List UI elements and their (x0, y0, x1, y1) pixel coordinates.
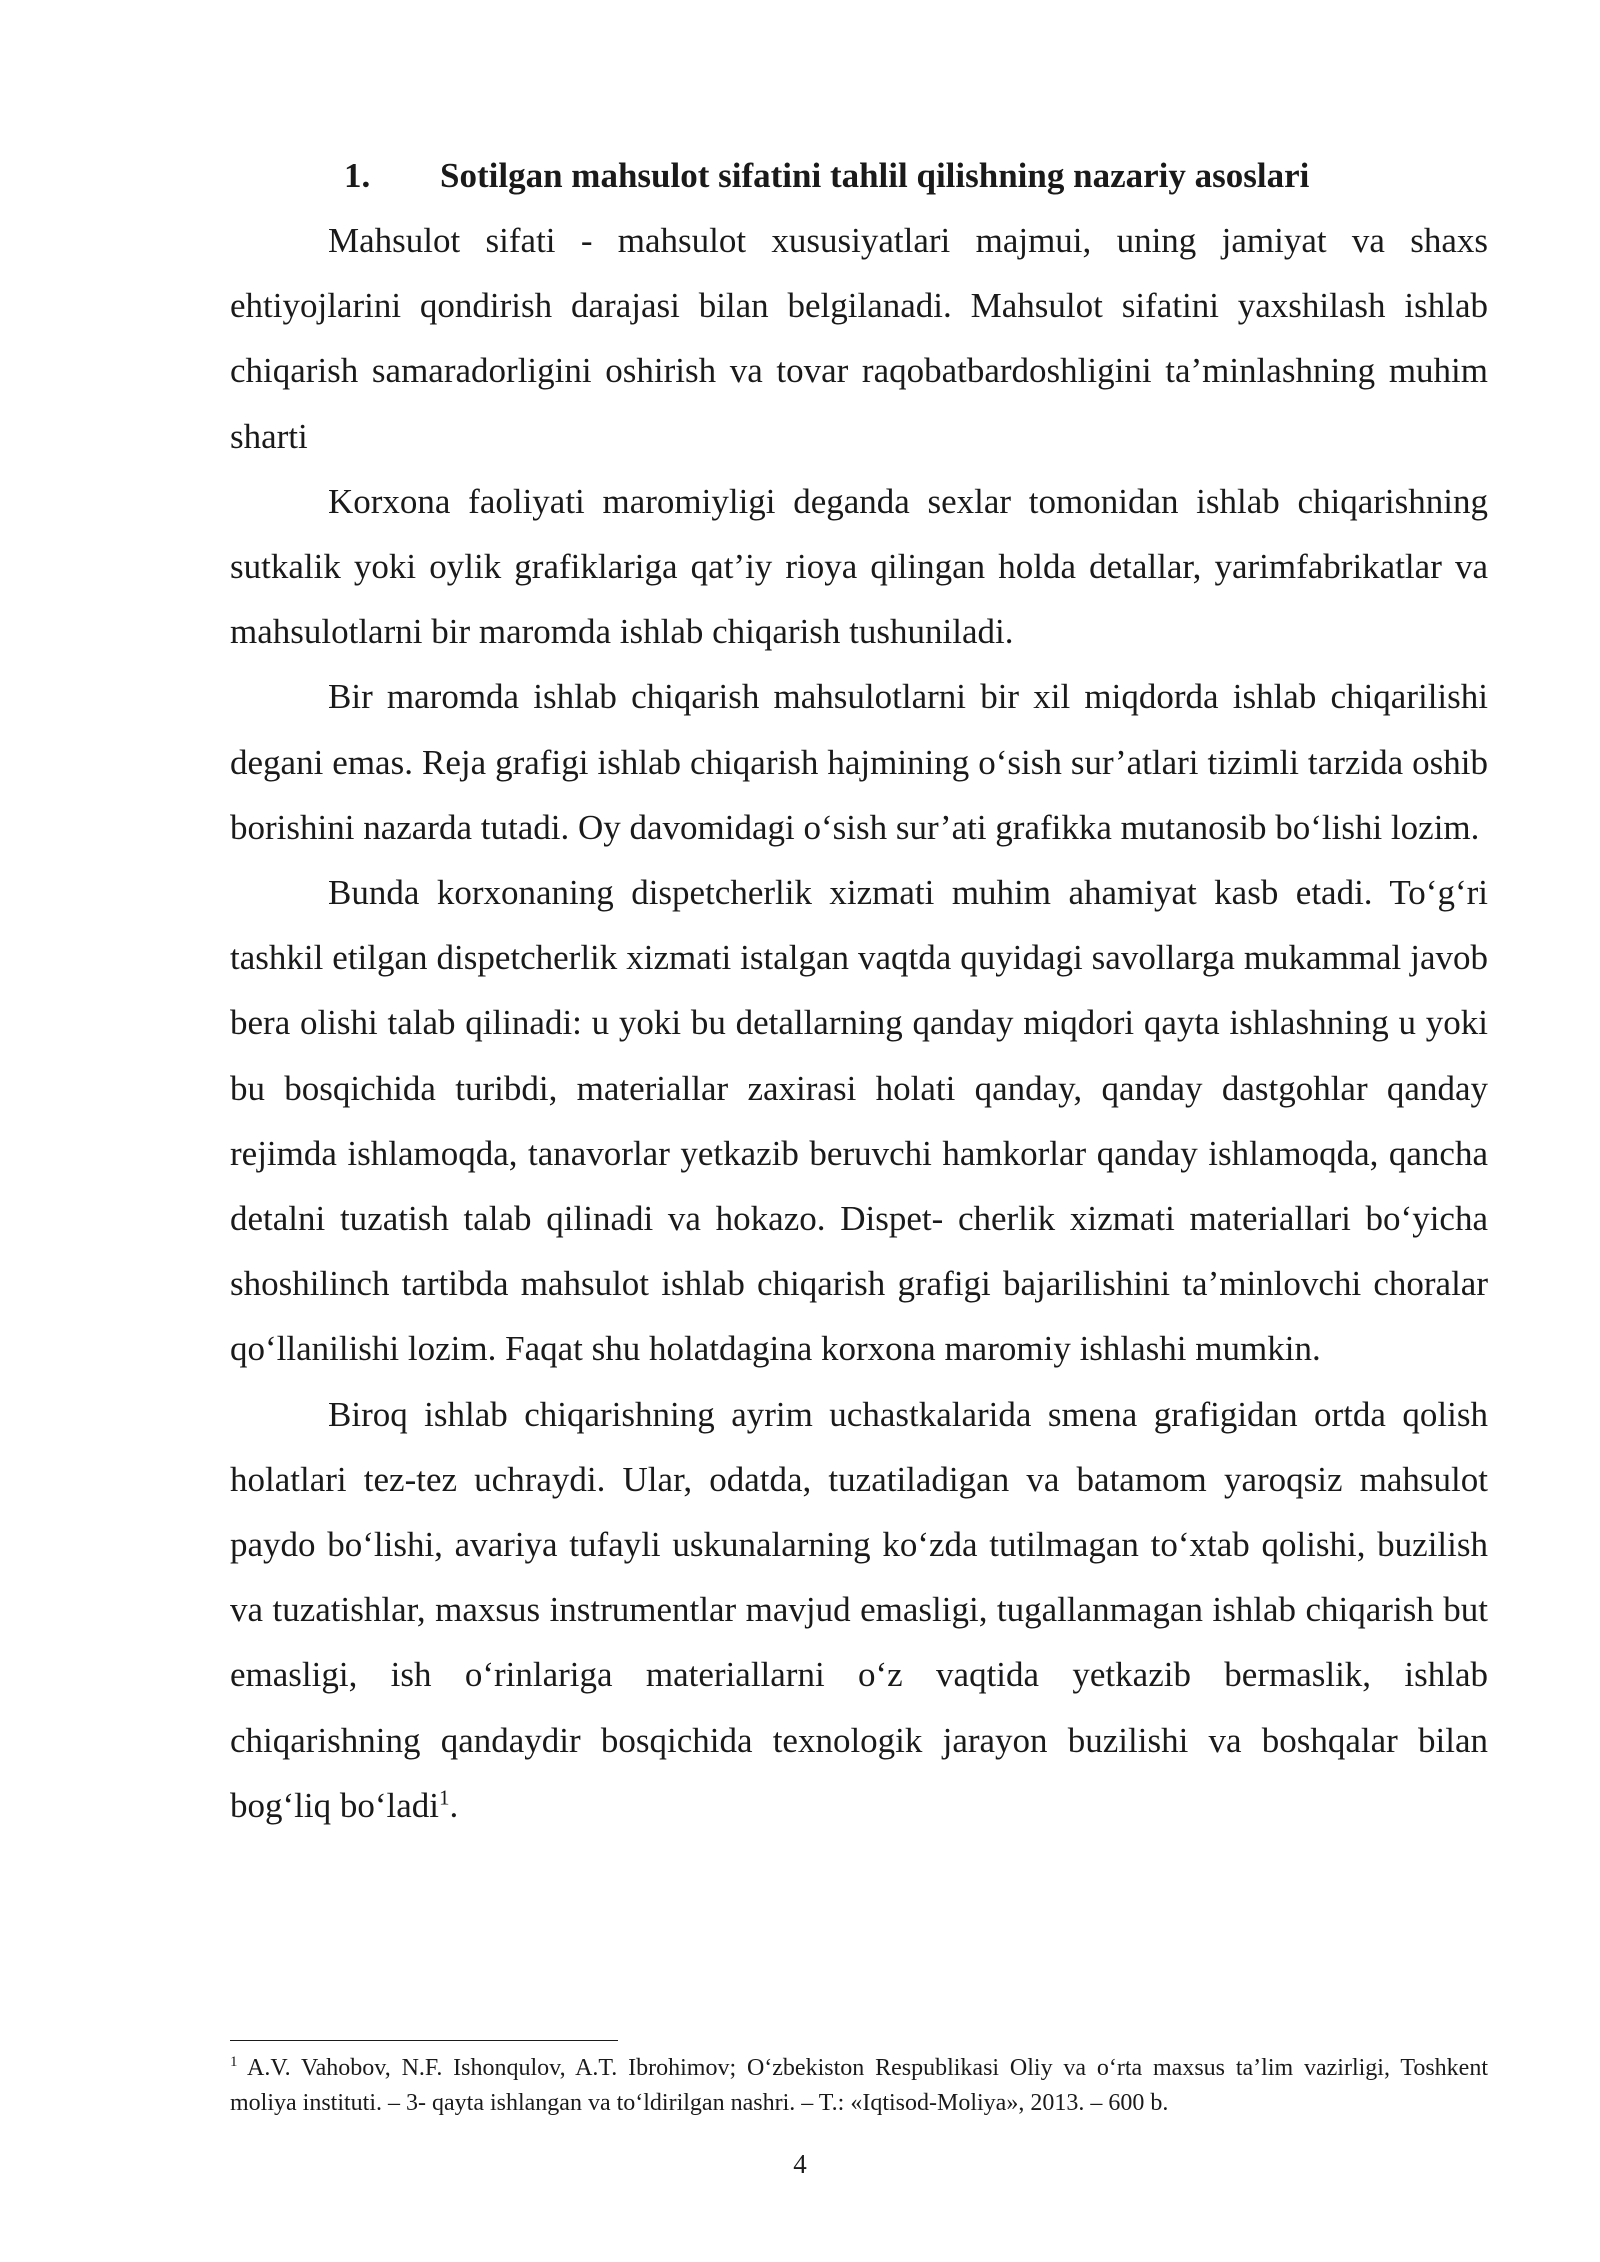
paragraph-3: Bir maromda ishlab chiqarish mahsulotlarni bir xil miqdorda ishlab chiqarilishi degani emas. Reja grafigi ishlab chiqarish hajmining o‘sish sur’atlari tizimli tarzida oshib borishini nazarda tutadi. Oy davomidagi o‘sish sur’ati grafikka mutanosib bo‘lishi lozim. (230, 677, 1488, 847)
footnote (230, 2051, 1488, 2121)
paragraph-5-end: . (449, 1785, 459, 1825)
paragraph-2: Korxona faoliyati maromiyligi deganda sexlar tomonidan ishlab chiqarishning sutkalik yoki oylik grafiklariga qat’iy rioya qilingan holda detallar, yarimfabrikatlar va mahsulotlarni bir maromda ishlab chiqarish tushuniladi. (230, 481, 1488, 652)
paragraph-1: Mahsulot sifati - mahsulot xususiyatlari majmui, uning jamiyat va shaxs ehtiyojlarini qondirish darajasi bilan belgilanadi. Mahsulot sifatini yaxshilash ishlab chiqarish samaradorligini oshirish va tovar raqobatbardoshligini ta’minlashning muhim sharti (230, 221, 1488, 456)
footnote-text: A.V. Vahobov, N.F. Ishonqulov, A.T. Ibrohimov; O‘zbekiston Respublikasi Oliy va o‘rta maxsus ta’lim vazirligi, Toshkent moliya instituti. – 3- qayta ishlangan va to‘ldirilgan nashri. – T.: «Iqtisod-Moliya», 2013. – 600 b. (230, 2055, 1488, 2116)
paragraph-5-text: Biroq ishlab chiqarishning ayrim uchastkalarida smena grafigidan ortda qolish holatlari tez-tez uchraydi. Ular, odatda, tuzatiladigan va batamom yaroqsiz mahsulot paydo bo‘lishi, avariya tufayli uskunalarning ko‘zda tutilmagan to‘xtab qolishi, buzilish va tuzatishlar, maxsus instrumentlar mavjud emasligi, tugallanmagan ishlab chiqarish but emasligi, ish o‘rinlariga materiallarni o‘z vaqtida yetkazib bermaslik, ishlab chiqarishning qandaydir bosqichida texnologik jarayon buzilishi va boshqalar bilan bog‘liq bo‘ladi (230, 1394, 1488, 1825)
paragraph-5 (230, 1382, 1488, 1838)
section-heading (230, 150, 1488, 202)
footnote-mark: 1 (230, 2054, 238, 2070)
paragraph-4: Bunda korxonaning dispetcherlik xizmati muhim ahamiyat kasb etadi. To‘g‘ri tashkil etilgan dispetcherlik xizmati istalgan vaqtda quyidagi savollarga mukammal javob bera olishi talab qilinadi: u yoki bu detallarning qanday miqdori qayta ishlashning u yoki bu bosqichida turibdi, materiallar zaxirasi holati qanday, qanday dastgohlar qanday rejimda ishlamoqda, tanavorlar yetkazib beruvchi hamkorlar qanday ishlamoqda, qancha detalni tuzatish talab qilinadi va hokazo. Dispet- cherlik xizmati materiallari bo‘yicha shoshilinch tartibda mahsulot ishlab chiqarish grafigi bajarilishini ta’minlovchi choralar qo‘llanilishi lozim. Faqat shu holatdagina korxona maromiy ishlashi mumkin. (230, 873, 1488, 1369)
section-title: Sotilgan mahsulot sifatini tahlil qilishning nazariy asoslari (440, 156, 1310, 195)
page-body (230, 150, 1488, 1838)
section-number: 1. (344, 156, 371, 195)
page-number: 4 (793, 2149, 807, 2179)
footnote-separator (230, 2040, 618, 2041)
footnote-reference[interactable]: 1 (439, 1785, 450, 1810)
